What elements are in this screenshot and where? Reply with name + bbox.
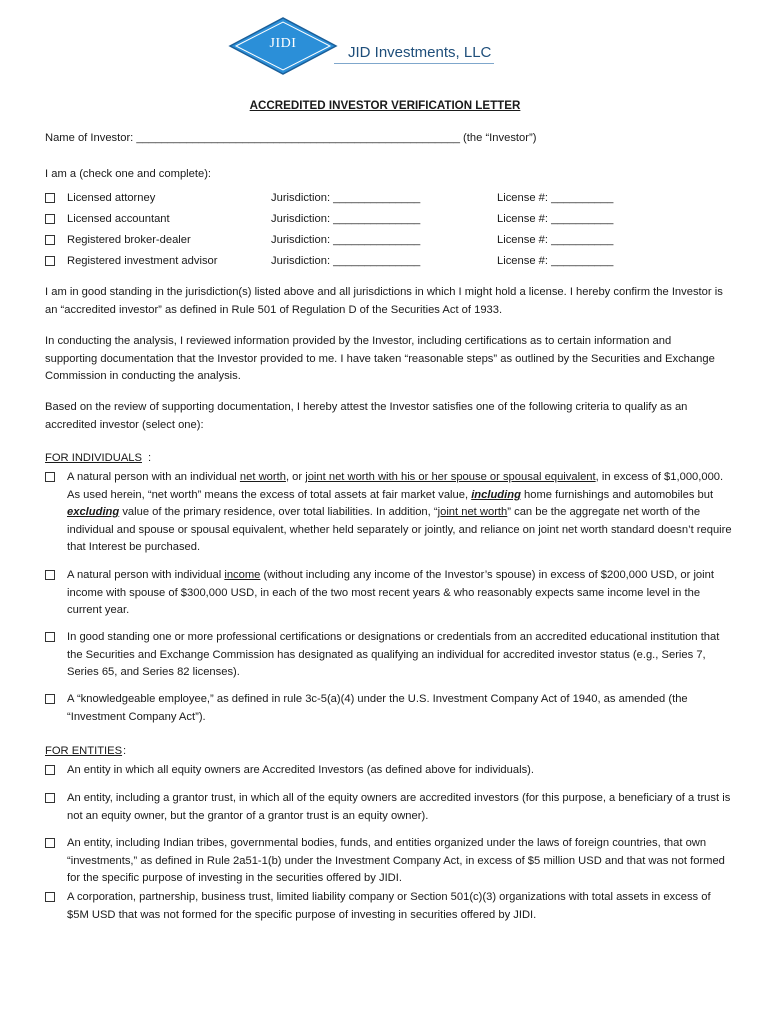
text-run: income [224, 569, 261, 581]
criteria-professional-certification [45, 629, 735, 682]
checkbox-entity-investments[interactable] [45, 838, 55, 848]
criteria-individual-net-worth [45, 469, 735, 557]
text-run: , in excess of $1,000,000. As used herein, “net worth” means the excess of total assets at fair market value, [67, 471, 724, 501]
document-title: ACCREDITED INVESTOR VERIFICATION LETTER [249, 99, 521, 112]
company-name: JID Investments, LLC [348, 44, 492, 61]
jurisdiction-field[interactable]: Jurisdiction: ______________ [271, 234, 421, 246]
criteria-text: An entity, including a grantor trust, in which all of the equity owners are accredited investors (for this purpose, a beneficiary of a trust is not an equity owner, but the grantor of a grantor trust is an equity owner). [67, 792, 731, 822]
criteria-entity-all-accredited [45, 762, 735, 780]
checkbox-accountant[interactable] [45, 214, 55, 224]
investor-name-suffix: (the “Investor”) [459, 132, 537, 144]
jurisdiction-field[interactable]: Jurisdiction: ______________ [271, 255, 421, 267]
license-field[interactable]: License #: __________ [497, 255, 614, 267]
text-run: (without including any income of the Investor’s spouse) in excess of $200,000 USD, or joint income with spouse of $300,000 USD, in each of the two most recent years & who reasonably expects same income level in the current year. [67, 569, 714, 616]
license-field[interactable]: License #: __________ [497, 192, 614, 204]
criteria-text: An entity, including Indian tribes, governmental bodies, funds, and entities organized under the laws of foreign countries, that own “investments,” as defined in Rule 2a51-1(b) under the Investment Company Act, in excess of $5 million USD and that was not formed for the specific purpose of investing in the securities offered by JIDI. [67, 837, 725, 884]
license-field[interactable]: License #: __________ [497, 234, 614, 246]
company-logo [228, 14, 508, 76]
individuals-heading [45, 452, 142, 464]
criteria-individual-income [45, 567, 735, 620]
text-run: A natural person with individual [67, 569, 225, 581]
criteria-text: An entity in which all equity owners are Accredited Investors (as defined above for individuals). [67, 764, 535, 776]
text-run: joint net worth with his or her spouse or spousal equivalent [305, 471, 596, 483]
text-run: including [471, 488, 521, 501]
individuals-heading-colon: : [148, 452, 152, 464]
checkbox-entity-all-accredited[interactable] [45, 765, 55, 775]
criteria-entity-investments [45, 835, 735, 888]
checkbox-certification[interactable] [45, 632, 55, 642]
criteria-text: A corporation, partnership, business trust, limited liability company or Section 501(c)(3) organizations with total assets in excess of $5M USD that was not formed for the specific purpose of investing in securities offered by JIDI. [67, 891, 711, 921]
criteria-knowledgeable-employee [45, 691, 735, 726]
individuals-heading-text: FOR INDIVIDUALS [45, 452, 142, 464]
checkbox-net-worth[interactable] [45, 472, 55, 482]
attestation-paragraph: Based on the review of supporting documentation, I hereby attest the Investor satisfies one of the following criteria to qualify as an accredited investor (select one): [45, 401, 688, 431]
text-run: A natural person with an individual [67, 471, 240, 483]
checkbox-income[interactable] [45, 570, 55, 580]
checkbox-entity-corporation[interactable] [45, 892, 55, 902]
checkbox-attorney[interactable] [45, 193, 55, 203]
text-run: excluding [67, 506, 120, 518]
text-run: ” can be the aggregate net worth of the individual and spouse or spousal equivalent, whether held separately or jointly, and reliance on joint net worth standard doesn’t require that Interest be purchased. [67, 506, 732, 553]
entities-heading-colon: : [123, 745, 127, 757]
role-label: Registered broker-dealer [67, 234, 191, 246]
role-label: Licensed attorney [67, 192, 156, 204]
text-run: home furnishings and automobiles but [520, 488, 714, 501]
text-run: net worth [239, 471, 286, 483]
criteria-entity-corporation [45, 889, 735, 924]
checkbox-entity-grantor-trust[interactable] [45, 793, 55, 803]
role-row-investment-advisor [45, 255, 745, 271]
investor-name-label: Name of Investor: [45, 132, 137, 144]
entities-heading-text: FOR ENTITIES [45, 745, 123, 757]
criteria-text: A “knowledgeable employee,” as defined in rule 3c-5(a)(4) under the U.S. Investment Company Act of 1940, as amended (the “Investment Company Act”). [67, 693, 688, 723]
entities-heading [45, 745, 122, 757]
checkbox-knowledgeable-employee[interactable] [45, 694, 55, 704]
checkbox-investment-advisor[interactable] [45, 256, 55, 266]
role-intro: I am a (check one and complete): [45, 168, 212, 180]
logo-underline [334, 63, 494, 64]
logo-mark-text: JIDI [269, 36, 297, 51]
jurisdiction-field[interactable]: Jurisdiction: ______________ [271, 192, 421, 204]
role-row-broker-dealer [45, 234, 745, 250]
criteria-entity-grantor-trust [45, 790, 735, 825]
criteria-text [67, 567, 735, 620]
license-field[interactable]: License #: __________ [497, 213, 614, 225]
role-label: Registered investment advisor [67, 255, 218, 267]
role-label: Licensed accountant [67, 213, 170, 225]
good-standing-paragraph: I am in good standing in the jurisdiction(s) listed above and all jurisdictions in which I might hold a license. I hereby confirm the Investor is an “accredited investor” as defined in Rule 501 of Regulation D of the Securities Act of 1933. [45, 286, 723, 316]
role-row-accountant [45, 213, 745, 229]
criteria-text: In good standing one or more professional certifications or designations or credentials from an accredited educational institution that the Securities and Exchange Commission has designated as qualifying an individual for accredited investor status (e.g., Series 7, Series 65, and Series 82 licenses). [67, 631, 720, 678]
analysis-paragraph: In conducting the analysis, I reviewed information provided by the Investor, including certifications as to certain information and supporting documentation that the Investor provided to me. I have taken “reasonable steps” as outlined by the Securities and Exchange Commission in conducting the analysis. [45, 335, 715, 382]
role-row-attorney [45, 192, 745, 208]
checkbox-broker-dealer[interactable] [45, 235, 55, 245]
investor-name-line [45, 132, 536, 144]
text-run: value of the primary residence, over total liabilities. In addition, “ [119, 506, 438, 518]
criteria-text [67, 469, 735, 557]
investor-name-field[interactable]: ____________________________________________________ [136, 132, 460, 144]
text-run: , or [285, 471, 306, 483]
text-run: joint net worth [437, 506, 508, 518]
jurisdiction-field[interactable]: Jurisdiction: ______________ [271, 213, 421, 225]
